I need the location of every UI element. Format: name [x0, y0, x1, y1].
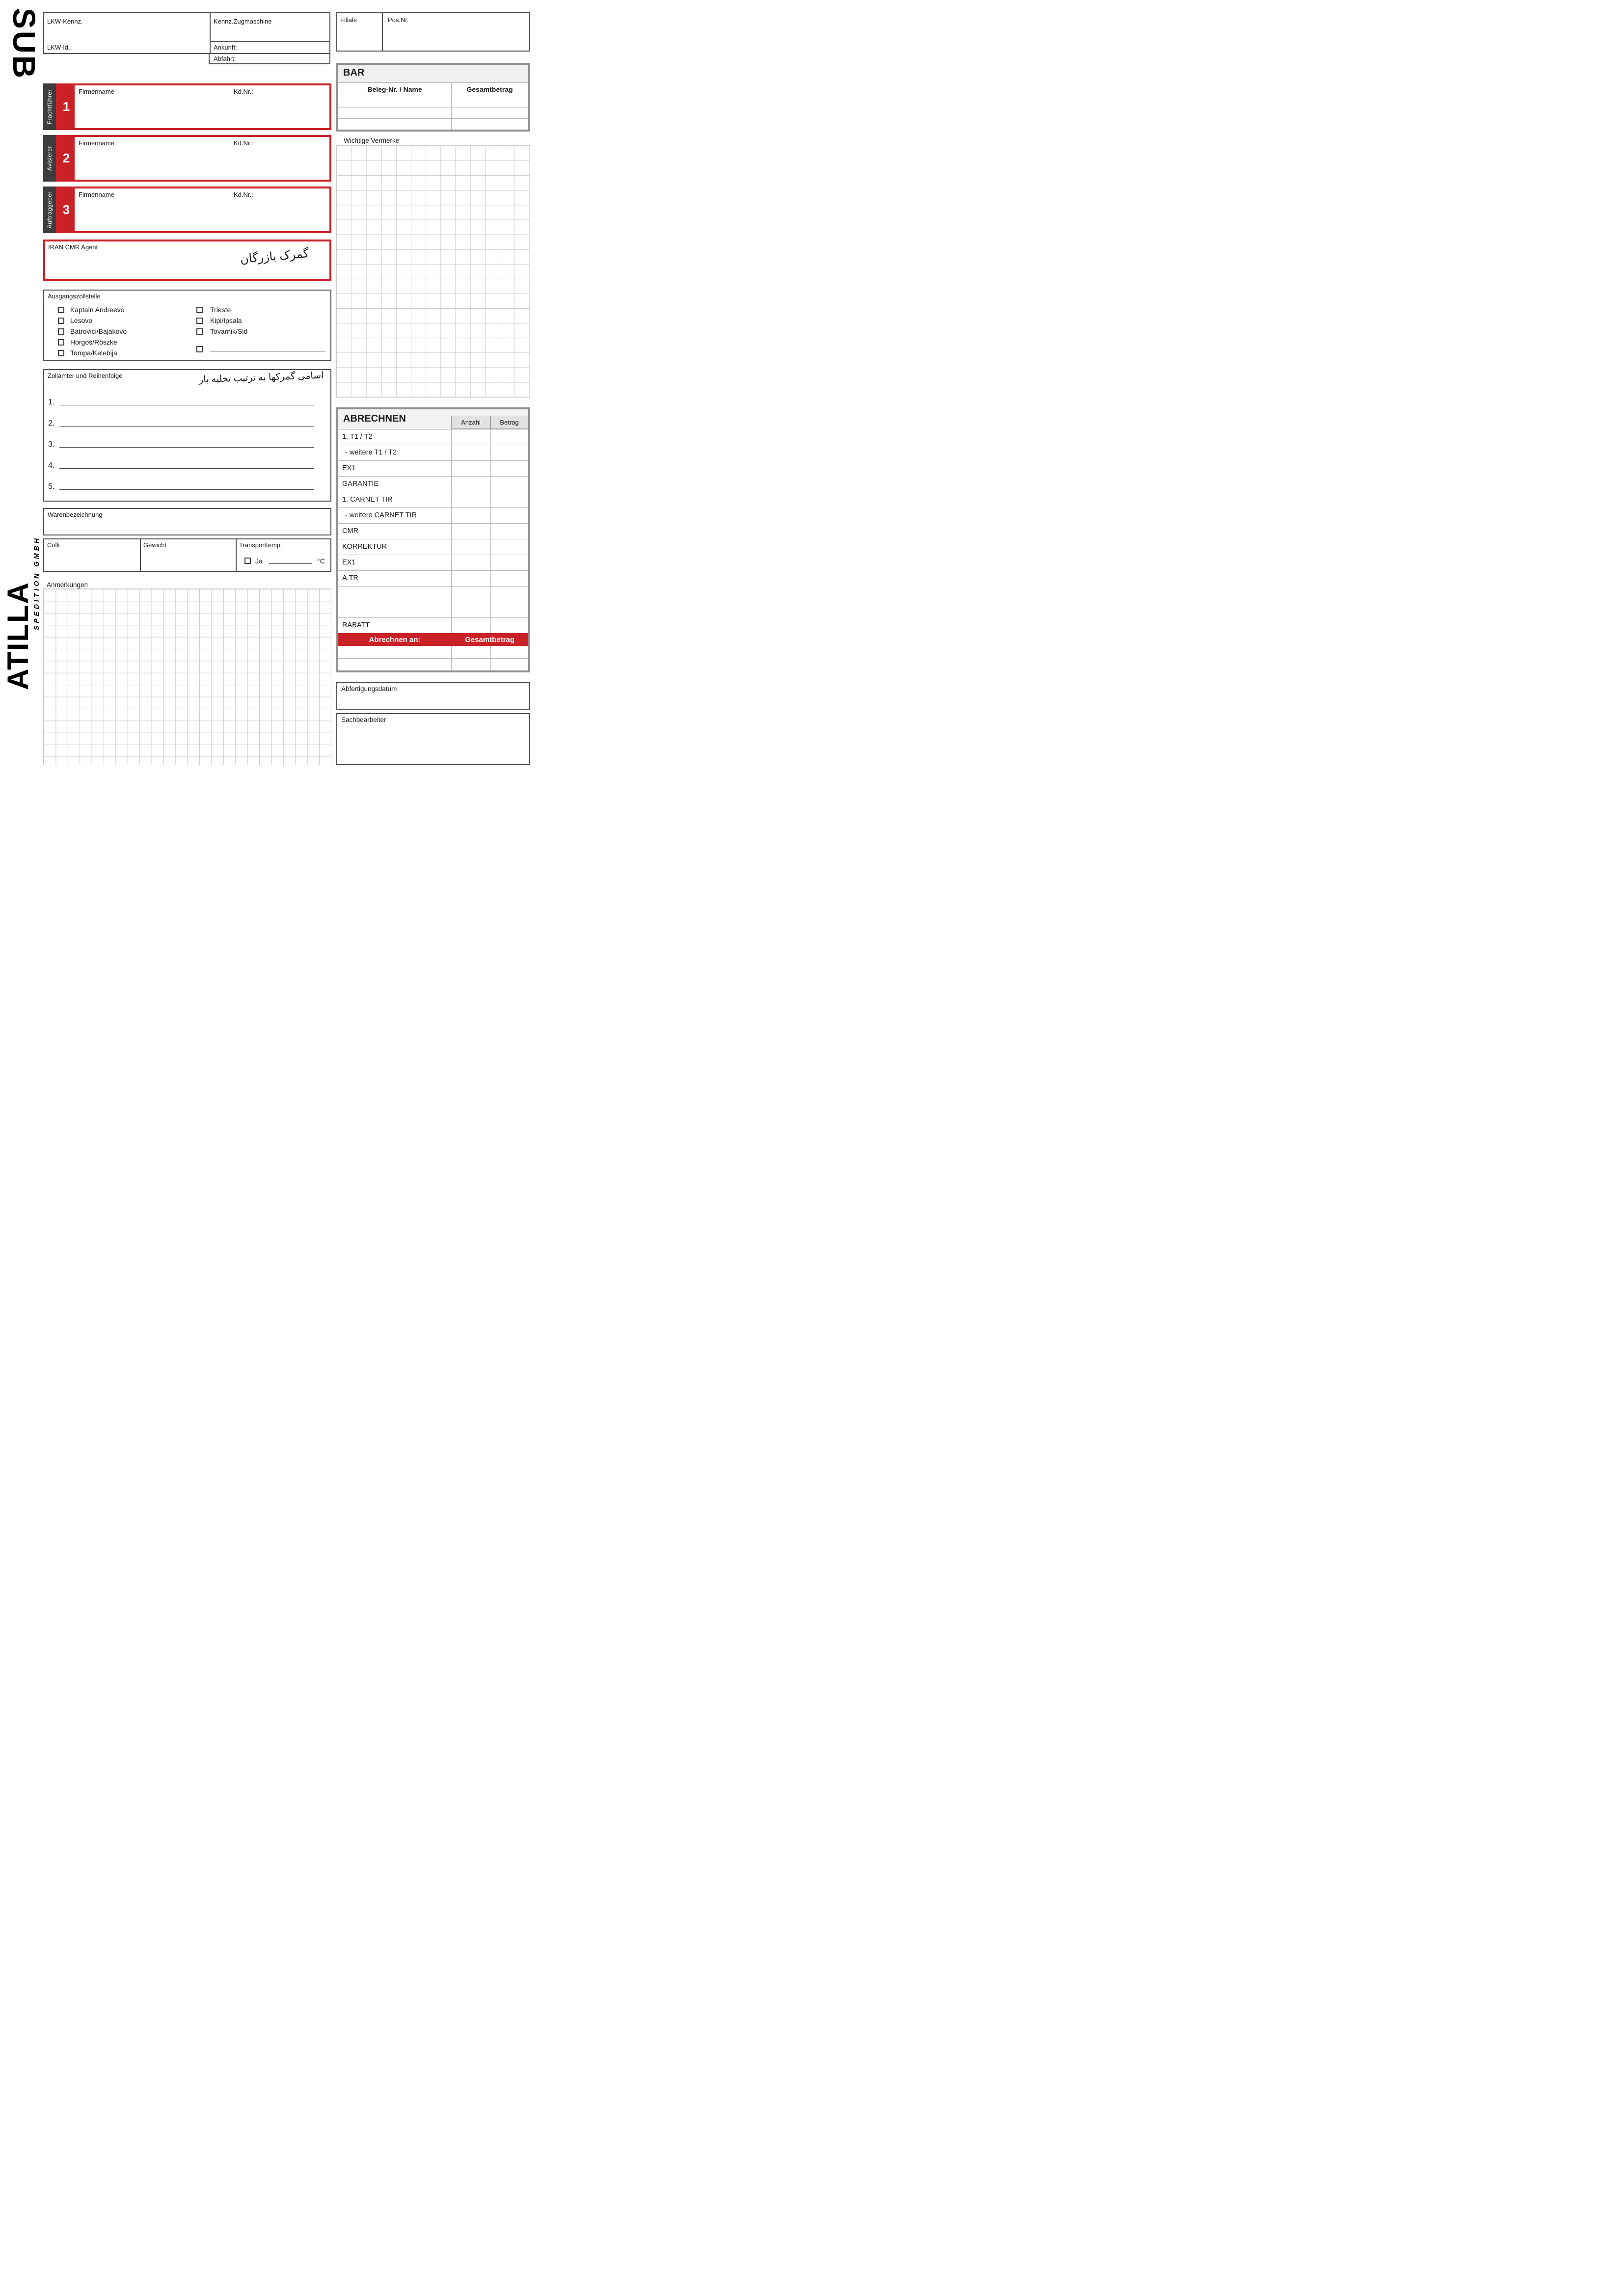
abfahrt-label: Abfahrt:	[214, 55, 236, 62]
line-number: 3.	[48, 440, 55, 449]
measures-divider	[236, 539, 237, 571]
role-label: Avisierer	[46, 146, 53, 171]
bar-col-divider	[451, 82, 452, 130]
zoll-line-5[interactable]	[48, 478, 317, 491]
zollaemter-label: Zollämter und Reihenfolge	[48, 372, 123, 379]
line-number: 5.	[48, 482, 55, 491]
zoll-line-3[interactable]	[48, 436, 317, 449]
iran-cmr-handwriting: گمرک بازرگان	[239, 246, 309, 267]
write-line	[59, 397, 314, 405]
abrechnen-row-label: GARANTIE	[342, 480, 379, 488]
anzahl-header: Anzahl	[451, 416, 490, 429]
truck-info-box[interactable]	[43, 12, 330, 54]
option-label: Tompa/Kelebija	[70, 349, 117, 357]
bar-col-gesamtbetrag: Gesamtbetrag	[466, 85, 513, 93]
firmenname-label: Firmenname	[79, 191, 114, 198]
form-page	[0, 0, 541, 765]
filiale-label: Filiale	[340, 16, 357, 24]
abrechnen-row-label: A.TR	[342, 574, 359, 582]
option-label: Kipi/Ipsala	[210, 317, 242, 324]
line-number: 2.	[48, 419, 55, 427]
gewicht-label: Gewicht	[143, 541, 166, 549]
sachbearbeiter-label: Sachbearbeiter	[341, 716, 386, 723]
line-number: 4.	[48, 461, 55, 470]
filiale-posnr-box[interactable]	[336, 12, 530, 52]
checkbox-lesovo[interactable]	[58, 318, 64, 324]
abrechnen-an-label: Abrechnen an:	[369, 635, 421, 644]
write-line	[59, 460, 314, 469]
abrechnen-row-label: 1. CARNET TIR	[342, 496, 393, 504]
party-section-1[interactable]	[56, 83, 331, 130]
betrag-header: Betrag	[490, 416, 528, 429]
checkbox-tovarnik-sid[interactable]	[196, 328, 203, 335]
bar-line	[338, 82, 528, 83]
ja-checkbox[interactable]	[244, 558, 251, 564]
line-number: 1.	[48, 398, 55, 406]
abrechnen-row-label: RABATT	[342, 621, 370, 629]
abrechnen-row-label: 1. T1 / T2	[342, 433, 373, 441]
temp-write-line[interactable]	[269, 557, 312, 564]
spedition-gmbh-label: SPEDITION GMBH	[32, 536, 40, 631]
anmerkungen-label: Anmerkungen	[47, 581, 88, 588]
zoll-line-4[interactable]	[48, 457, 317, 470]
checkbox-horgos-roeszke[interactable]	[58, 339, 64, 346]
ausgangszollstelle-box	[43, 290, 331, 361]
abrechnen-row-label: - weitere T1 / T2	[345, 449, 397, 456]
role-tab-avisierer	[43, 135, 56, 182]
abrechnen-line	[338, 658, 528, 659]
party-section-3[interactable]	[56, 187, 331, 233]
bar-col-beleg: Beleg-Nr. / Name	[367, 85, 422, 93]
posnr-label: Pos.Nr.	[388, 16, 409, 24]
firmenname-label: Firmenname	[79, 139, 114, 147]
write-line	[59, 418, 314, 427]
abrechnen-panel[interactable]	[336, 407, 530, 672]
checkbox-kaptain-andreevo[interactable]	[58, 307, 64, 313]
firmenname-label: Firmenname	[79, 88, 114, 95]
abrechnen-row-label: EX1	[342, 464, 356, 472]
abfahrt-box[interactable]	[209, 53, 330, 64]
abfertigungsdatum-box[interactable]	[336, 682, 530, 710]
ausgangszollstelle-label: Ausgangszollstelle	[48, 293, 101, 300]
measures-divider	[140, 539, 141, 571]
checkbox-trieste[interactable]	[196, 307, 203, 313]
sub-logo: SUB	[6, 8, 42, 80]
option-label: Lesovo	[70, 317, 93, 324]
checkbox-batrovici-bajakovo[interactable]	[58, 328, 64, 335]
party-number-badge: 1	[58, 85, 75, 128]
checkbox-tompa-kelebija[interactable]	[58, 350, 64, 356]
abrechnen-line	[338, 586, 528, 587]
lkw-id-label: LKW-Id.:	[47, 44, 72, 51]
role-label: Auftraggeber	[46, 191, 53, 229]
ankunft-divider	[210, 41, 329, 42]
kennz-zugmaschine-label: Kennz.Zugmaschine	[214, 18, 272, 25]
role-label: Frachtführer	[46, 89, 53, 125]
write-line	[59, 439, 314, 448]
bar-header-band	[338, 65, 528, 82]
option-label: Trieste	[210, 306, 231, 314]
kdnr-label: Kd.Nr.:	[234, 191, 253, 198]
option-label: Batrovici/Bajakovo	[70, 327, 127, 335]
abrechnen-row-label: EX1	[342, 559, 356, 566]
role-tab-frachtfuehrer	[43, 83, 56, 130]
checkbox-other[interactable]	[196, 346, 203, 352]
write-line	[59, 481, 314, 490]
party-number-badge: 2	[58, 137, 75, 180]
option-label: Horgos/Röszke	[70, 338, 117, 346]
sachbearbeiter-box[interactable]	[336, 713, 530, 765]
truck-box-divider	[210, 13, 211, 53]
measures-box[interactable]	[43, 538, 331, 572]
option-label: Tovarnik/Sid	[210, 327, 248, 335]
atilla-logo: ATILLA	[1, 582, 34, 690]
wichtige-vermerke-label: Wichtige Vermerke	[344, 137, 400, 144]
bar-title: BAR	[343, 67, 365, 78]
option-label: Kaptain Andreevo	[70, 306, 125, 314]
other-option-line[interactable]	[210, 345, 325, 351]
abrechnen-row-label: KORREKTUR	[342, 543, 387, 551]
abrechnen-row-label: CMR	[342, 527, 359, 535]
lkw-kennz-label: LKW-Kennz.	[47, 18, 83, 25]
party-section-2[interactable]	[56, 135, 331, 182]
abrechnen-title: ABRECHNEN	[343, 413, 406, 424]
iran-cmr-agent-box[interactable]	[43, 240, 331, 281]
gesamtbetrag-label: Gesamtbetrag	[465, 635, 514, 644]
warenbezeichnung-label: Warenbezeichnung	[48, 511, 103, 518]
bar-panel[interactable]	[336, 63, 530, 132]
ankunft-label: Ankunft:	[214, 44, 237, 51]
celsius-label: °C	[317, 557, 325, 565]
colli-label: Colli	[47, 541, 60, 549]
abfertigungsdatum-label: Abfertigungsdatum	[341, 685, 397, 693]
zoll-line-2[interactable]	[48, 415, 317, 427]
checkbox-kipi-ipsala[interactable]	[196, 318, 203, 324]
party-number-badge: 3	[58, 188, 75, 231]
warenbezeichnung-box[interactable]	[43, 508, 331, 535]
filiale-divider	[382, 13, 383, 51]
wichtige-vermerke-grid[interactable]	[336, 145, 530, 398]
role-tab-auftraggeber	[43, 187, 56, 233]
transporttemp-label: Transporttemp.	[239, 541, 282, 549]
zoll-line-1[interactable]	[48, 394, 317, 406]
abrechnen-row-label: - weitere CARNET TIR	[345, 511, 417, 519]
iran-cmr-agent-label: IRAN CMR Agent	[48, 243, 98, 251]
zollaemter-box	[43, 369, 331, 502]
abrechnen-an-banner	[338, 633, 528, 646]
zollaemter-handwriting: اسامی گمرکها به ترتیب تخلیه بار	[198, 370, 324, 385]
kdnr-label: Kd.Nr.:	[234, 139, 253, 147]
ja-label: Ja	[255, 557, 263, 565]
anmerkungen-grid[interactable]	[43, 588, 331, 765]
bar-line	[338, 118, 528, 119]
kdnr-label: Kd.Nr.:	[234, 88, 253, 95]
